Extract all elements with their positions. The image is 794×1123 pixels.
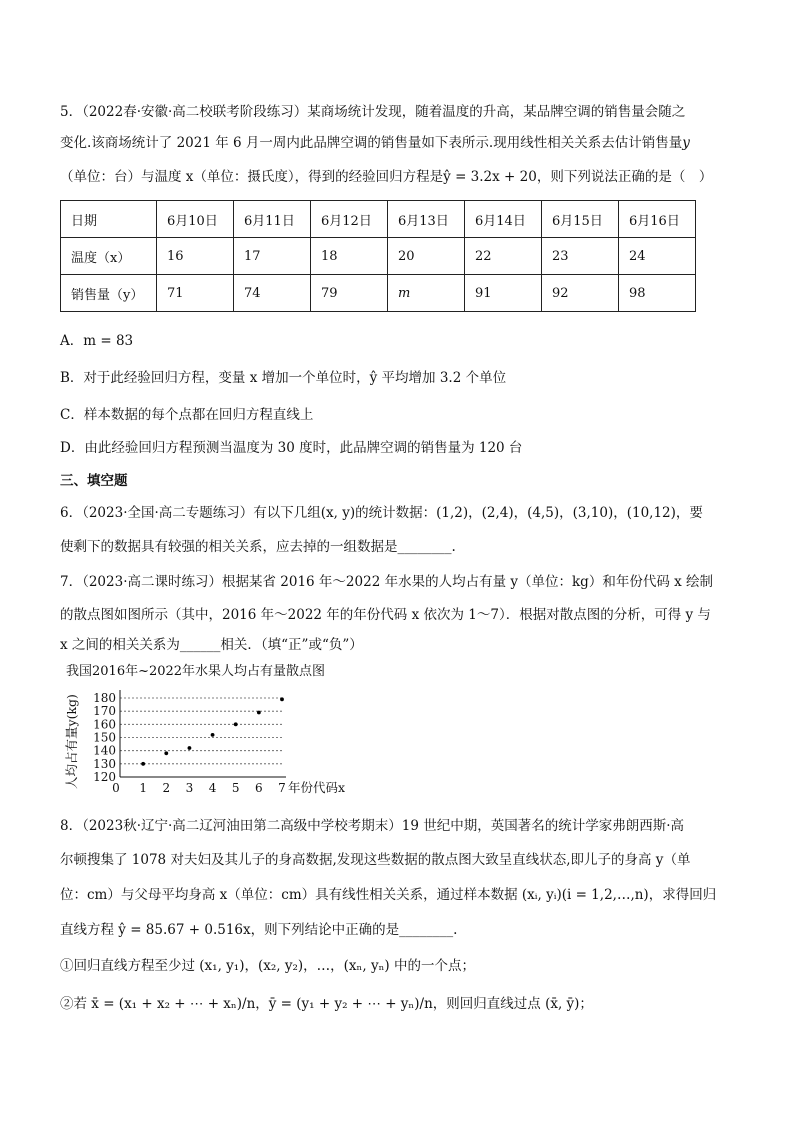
table-header-cell: 销售量（y） <box>61 275 157 312</box>
x-tick-label: 2 <box>162 781 171 795</box>
y-tick-label: 150 <box>93 730 116 745</box>
table-cell: 98 <box>619 275 696 312</box>
data-point <box>234 722 238 726</box>
x-tick-label: 6 <box>255 781 263 795</box>
q5-line-2 <box>60 132 734 154</box>
table-cell: 16 <box>157 238 234 275</box>
data-point <box>280 697 284 701</box>
x-tick-label: 1 <box>139 781 147 795</box>
table-cell: 17 <box>234 238 311 275</box>
data-point <box>141 762 145 766</box>
chart-plot <box>60 660 380 805</box>
table-cell: 6月14日 <box>465 201 542 238</box>
table-row <box>61 201 696 238</box>
table-cell: 6月15日 <box>542 201 619 238</box>
data-point <box>257 711 261 715</box>
q8-line-4: 直线方程 ŷ = 85.67 + 0.516x，则下列结论中正确的是________. <box>60 922 458 938</box>
data-point <box>164 751 168 755</box>
table-cell: 22 <box>465 238 542 275</box>
q8-item-1: ①回归直线方程至少过 (x₁, y₁)，(x₂, y₂)，…，(xₙ, yₙ) 中的一个点； <box>60 958 475 974</box>
q7-line-1: 7．（2023·高二课时练习）根据某省 2016 年～2022 年水果的人均占有量 y（单位：kg）和年份代码 x 绘制 <box>60 574 714 590</box>
y-axis-label: 人均占有量y(kg) <box>64 694 79 789</box>
q6-line-2: 使剩下的数据具有较强的相关关系，应去掉的一组数据是________. <box>60 539 456 555</box>
table-header-cell: 日期 <box>61 201 157 238</box>
q5-option-b: B．对于此经验回归方程，变量 x 增加一个单位时，ŷ 平均增加 3.2 个单位 <box>60 370 507 386</box>
y-tick-label: 170 <box>93 704 116 719</box>
table-row <box>61 275 696 312</box>
q5-option-a: A．m = 83 <box>60 333 134 349</box>
q8-line-3: 位：cm）与父母平均身高 x（单位：cm）具有线性相关关系，通过样本数据 (xᵢ, yᵢ)(i = 1,2,…,n)，求得回归 <box>60 887 717 903</box>
x-tick-label: 3 <box>185 781 194 795</box>
table-cell: 20 <box>388 238 465 275</box>
x-tick-label: 5 <box>231 781 240 795</box>
table-cell: 6月11日 <box>234 201 311 238</box>
table-cell: 71 <box>157 275 234 312</box>
data-point <box>211 733 215 737</box>
scatter-chart <box>60 660 380 805</box>
table-cell: 23 <box>542 238 619 275</box>
table-cell: 24 <box>619 238 696 275</box>
q7-line-2: 的散点图如图所示（其中，2016 年～2022 年的年份代码 x 依次为 1～7）．根据对散点图的分析，可得 y 与 <box>60 607 711 623</box>
chart-title: 我国2016年~2022年水果人均占有量散点图 <box>66 664 326 679</box>
table-cell: 6月13日 <box>388 201 465 238</box>
data-point <box>188 746 192 750</box>
y-tick-label: 160 <box>93 717 116 732</box>
table-cell: m <box>388 275 465 312</box>
x-tick-label: 4 <box>208 781 217 795</box>
table-cell: 91 <box>465 275 542 312</box>
table-cell: 74 <box>234 275 311 312</box>
x-axis-label: 年份代码x <box>288 780 346 795</box>
q5-line-3: （单位：台）与温度 x（单位：摄氏度），得到的经验回归方程是ŷ = 3.2x + 20，则下列说法正确的是（ ） <box>60 169 713 185</box>
table-cell: 92 <box>542 275 619 312</box>
q6-line-1: 6．（2023·全国·高二专题练习）有以下几组(x, y)的统计数据：(1,2)，(2,4)，(4,5)，(3,10)，(10,12)，要 <box>60 505 703 521</box>
table-cell: 79 <box>311 275 388 312</box>
table-cell: 6月10日 <box>157 201 234 238</box>
table-header-cell: 温度（x） <box>61 238 157 275</box>
table-row <box>61 238 696 275</box>
x-tick-label: 7 <box>278 781 286 795</box>
table-cell: 18 <box>311 238 388 275</box>
q5-line-2-var: y <box>682 135 690 151</box>
q8-line-2: 尔顿搜集了 1078 对夫妇及其儿子的身高数据,发现这些数据的散点图大致呈直线状态,即儿子的身高 y（单 <box>60 852 691 868</box>
q5-option-d: D．由此经验回归方程预测当温度为 30 度时，此品牌空调的销售量为 120 台 <box>60 440 523 456</box>
y-tick-label: 120 <box>93 770 116 784</box>
q8-line-1: 8．（2023秋·辽宁·高二辽河油田第二高级中学校考期末）19 世纪中期，英国著名的统计学家弗朗西斯·高 <box>60 818 685 834</box>
q5-option-c: C．样本数据的每个点都在回归方程直线上 <box>60 407 314 423</box>
q5-line-2-text: 变化.该商场统计了 2021 年 6 月一周内此品牌空调的销售量如下表所示.现用线性相关关系去估计销售量 <box>60 135 683 151</box>
q5-data-table <box>60 200 696 312</box>
table-cell: 6月12日 <box>311 201 388 238</box>
q5-line-1: 5．（2022春·安徽·高二校联考阶段练习）某商场统计发现，随着温度的升高，某品牌空调的销售量会随之 <box>60 104 686 120</box>
y-tick-label: 180 <box>93 691 116 705</box>
q8-item-2: ②若 x̄ = (x₁ + x₂ + ⋯ + xₙ)/n，ȳ = (y₁ + y₂ + ⋯ + yₙ)/n，则回归直线过点 (x̄, ȳ)； <box>60 996 593 1012</box>
y-tick-label: 130 <box>93 756 116 771</box>
y-tick-label: 140 <box>93 743 116 758</box>
x-tick-label: 0 <box>112 781 120 795</box>
table-cell: 6月16日 <box>619 201 696 238</box>
q7-line-3: x 之间的相关关系为______相关．（填“正”或“负”） <box>60 637 363 653</box>
section-title: 三、填空题 <box>60 473 128 489</box>
